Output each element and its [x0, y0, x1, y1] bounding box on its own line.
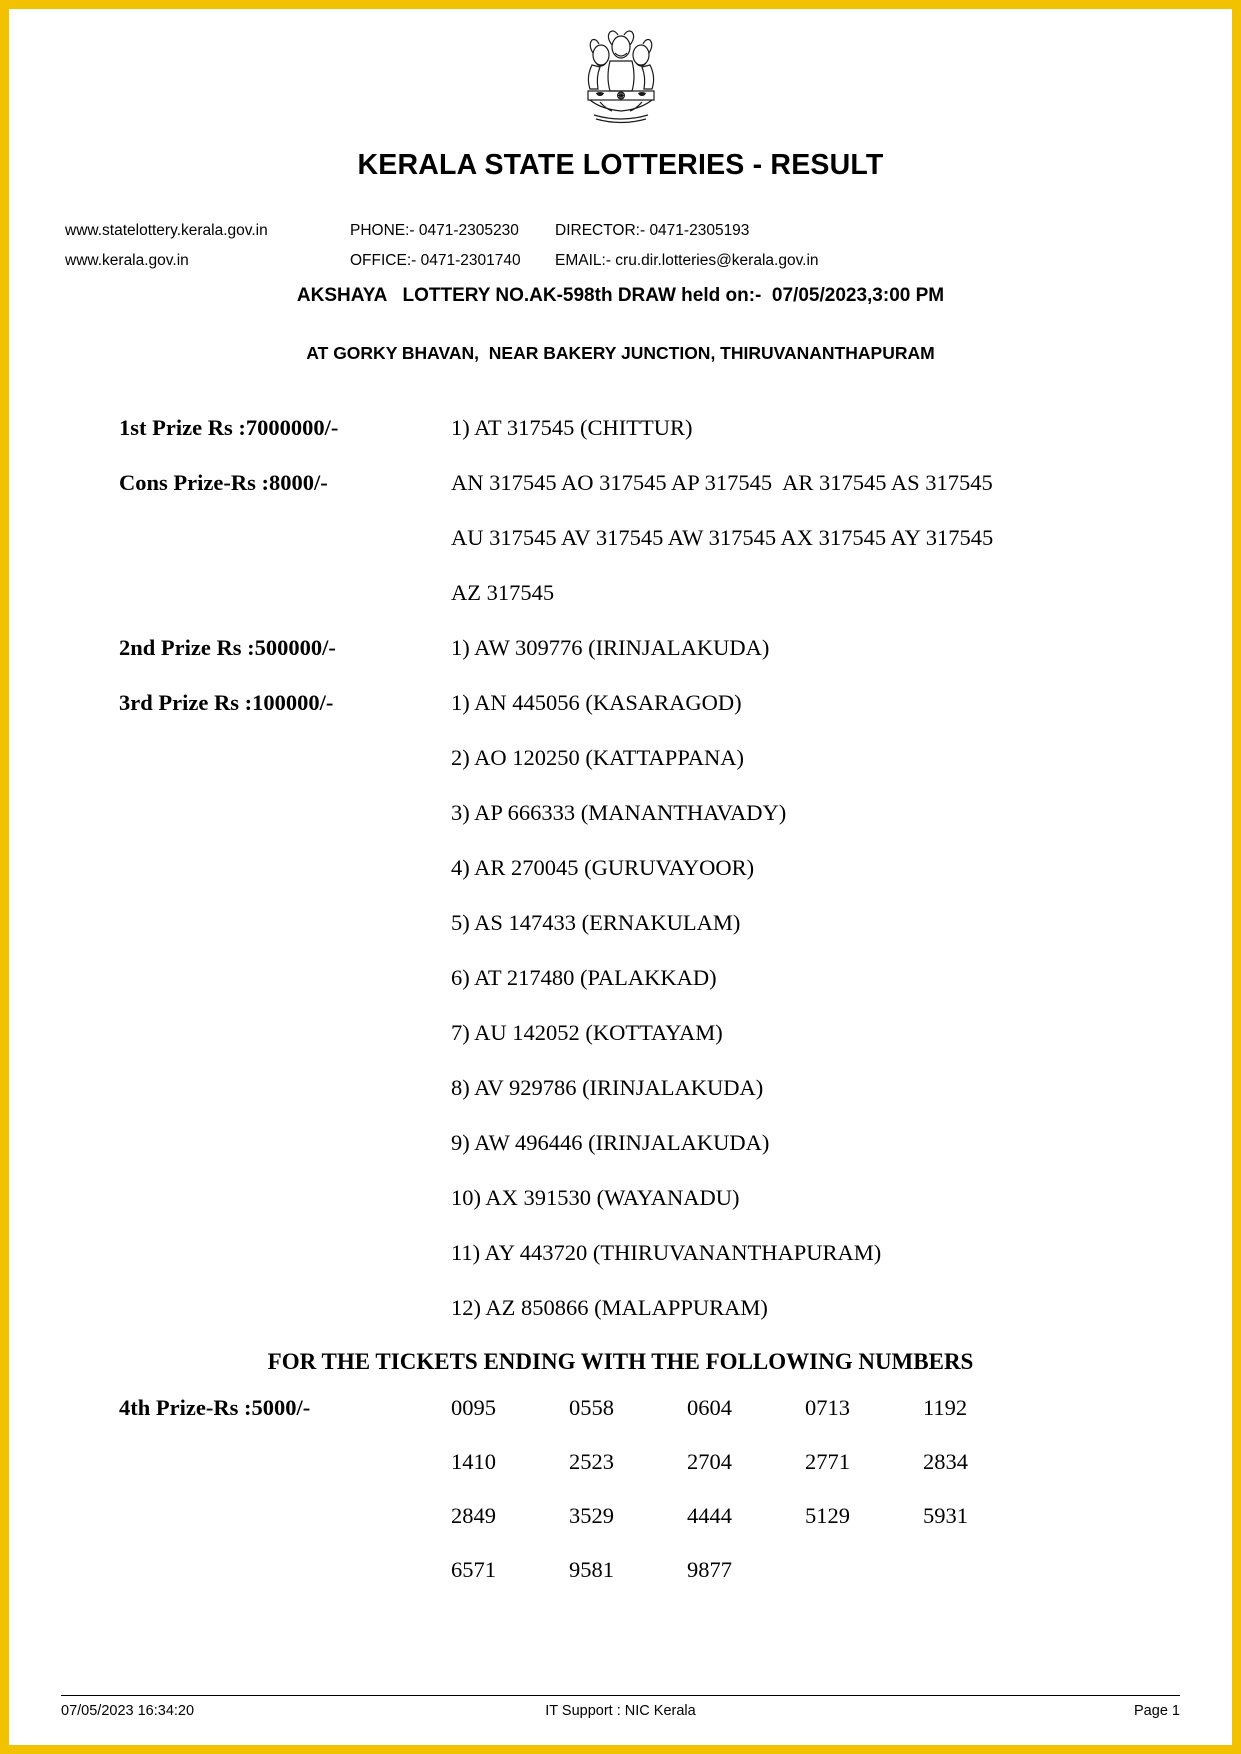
prize-row-third-cont: [61, 1005, 1180, 1060]
third-prize-winner: 3) AP 666333 (MANANTHAVADY): [451, 800, 787, 825]
prize-row-consolation-cont-2: [61, 565, 1180, 620]
fourth-prize-row: [61, 1489, 1180, 1543]
ending-number: 0713: [805, 1395, 850, 1420]
prize-row-third-cont: [61, 895, 1180, 950]
third-prize-winner: 2) AO 120250 (KATTAPPANA): [451, 745, 745, 770]
ending-numbers-heading: FOR THE TICKETS ENDING WITH THE FOLLOWING NUMBERS: [267, 1349, 974, 1374]
number-cells: [451, 1381, 1180, 1435]
ending-number: 9581: [569, 1557, 614, 1582]
first-prize-winner: 1) AT 317545 (CHITTUR): [451, 415, 693, 440]
ending-number: [805, 1543, 923, 1597]
fourth-prize-row: [61, 1381, 1180, 1435]
office-number: OFFICE:- 0471-2301740: [350, 252, 521, 269]
consolation-prize-label: Cons Prize-Rs :8000/-: [119, 470, 328, 495]
footer-page-number: Page 1: [1134, 1703, 1180, 1719]
ending-number: 1410: [451, 1449, 496, 1474]
website-primary[interactable]: www.statelottery.kerala.gov.in: [65, 222, 268, 239]
prize-list: [61, 400, 1180, 1335]
india-state-emblem-icon: [566, 27, 676, 145]
third-prize-winner: 12) AZ 850866 (MALAPPURAM): [451, 1295, 768, 1320]
footer-timestamp: 07/05/2023 16:34:20: [61, 1703, 195, 1719]
third-prize-winner: 9) AW 496446 (IRINJALAKUDA): [451, 1130, 770, 1155]
consolation-line-1: AN 317545 AO 317545 AP 317545 AR 317545 AS 317545: [451, 470, 993, 495]
second-prize-winner: 1) AW 309776 (IRINJALAKUDA): [451, 635, 770, 660]
spacer-label: [61, 1543, 451, 1597]
ending-number: 3529: [569, 1503, 614, 1528]
ending-number: 0558: [569, 1395, 614, 1420]
third-prize-label: 3rd Prize Rs :100000/-: [119, 690, 334, 715]
draw-venue-line: AT GORKY BHAVAN, NEAR BAKERY JUNCTION, THIRUVANANTHAPURAM: [306, 343, 935, 363]
consolation-line-2: AU 317545 AV 317545 AW 317545 AX 317545 AY 317545: [451, 525, 994, 550]
ending-number: 5129: [805, 1503, 850, 1528]
spacer-label: [61, 1435, 451, 1489]
prize-row-third-cont: [61, 1280, 1180, 1335]
prize-row-third-cont: [61, 1225, 1180, 1280]
emblem-container: [61, 27, 1180, 147]
prize-row-second: [61, 620, 1180, 675]
prize-row-third-cont: [61, 1170, 1180, 1225]
prize-row-third-cont: [61, 1060, 1180, 1115]
contact-row-2: [65, 246, 1180, 276]
page-title: KERALA STATE LOTTERIES - RESULT: [357, 149, 884, 181]
prize-row-third-cont: [61, 730, 1180, 785]
third-prize-winner: 7) AU 142052 (KOTTAYAM): [451, 1020, 723, 1045]
second-prize-label: 2nd Prize Rs :500000/-: [119, 635, 336, 660]
director-number: DIRECTOR:- 0471-2305193: [555, 222, 750, 239]
third-prize-winner: 5) AS 147433 (ERNAKULAM): [451, 910, 741, 935]
third-prize-winner: 1) AN 445056 (KASARAGOD): [451, 690, 742, 715]
ending-number: 2834: [923, 1449, 968, 1474]
fourth-prize-label: 4th Prize-Rs :5000/-: [119, 1395, 311, 1420]
ending-number: [923, 1543, 1041, 1597]
contact-block: [61, 216, 1180, 276]
prize-row-third-cont: [61, 785, 1180, 840]
ending-number: 6571: [451, 1557, 496, 1582]
prize-row-third-cont: [61, 1115, 1180, 1170]
ending-number: 1192: [923, 1395, 968, 1420]
prize-row-first: [61, 400, 1180, 455]
ending-number: 2771: [805, 1449, 850, 1474]
email-address[interactable]: EMAIL:- cru.dir.lotteries@kerala.gov.in: [555, 252, 819, 269]
prize-row-third-cont: [61, 950, 1180, 1005]
page-footer: [61, 1695, 1180, 1719]
footer-support: IT Support : NIC Kerala: [545, 1703, 696, 1719]
third-prize-winner: 10) AX 391530 (WAYANADU): [451, 1185, 740, 1210]
spacer-label: [61, 1489, 451, 1543]
draw-info-line: AKSHAYA LOTTERY NO.AK-598th DRAW held on:- 07/05/2023,3:00 PM: [296, 285, 945, 306]
result-sheet: [9, 9, 1232, 1745]
number-cells: [451, 1543, 1180, 1597]
third-prize-winner: 11) AY 443720 (THIRUVANANTHAPURAM): [451, 1240, 882, 1265]
third-prize-winner: 8) AV 929786 (IRINJALAKUDA): [451, 1075, 764, 1100]
fourth-prize-row: [61, 1435, 1180, 1489]
phone-number: PHONE:- 0471-2305230: [350, 222, 519, 239]
first-prize-label: 1st Prize Rs :7000000/-: [119, 415, 339, 440]
ending-number: 9877: [687, 1557, 732, 1582]
ending-number: 2704: [687, 1449, 732, 1474]
number-cells: [451, 1489, 1180, 1543]
prize-row-consolation-cont-1: [61, 510, 1180, 565]
contact-row-1: [65, 216, 1180, 246]
ending-number: 0095: [451, 1395, 496, 1420]
consolation-line-3: AZ 317545: [451, 580, 555, 605]
ending-number: 4444: [687, 1503, 732, 1528]
fourth-prize-row: [61, 1543, 1180, 1597]
ending-number: 2523: [569, 1449, 614, 1474]
prize-row-third: [61, 675, 1180, 730]
third-prize-winner: 4) AR 270045 (GURUVAYOOR): [451, 855, 755, 880]
fourth-prize-grid: [61, 1381, 1180, 1597]
third-prize-winner: 6) AT 217480 (PALAKKAD): [451, 965, 717, 990]
website-secondary[interactable]: www.kerala.gov.in: [65, 252, 189, 269]
prize-row-third-cont: [61, 840, 1180, 895]
ending-number: 5931: [923, 1503, 968, 1528]
prize-row-consolation: [61, 455, 1180, 510]
number-cells: [451, 1435, 1180, 1489]
ending-number: 2849: [451, 1503, 496, 1528]
ending-number: 0604: [687, 1395, 732, 1420]
